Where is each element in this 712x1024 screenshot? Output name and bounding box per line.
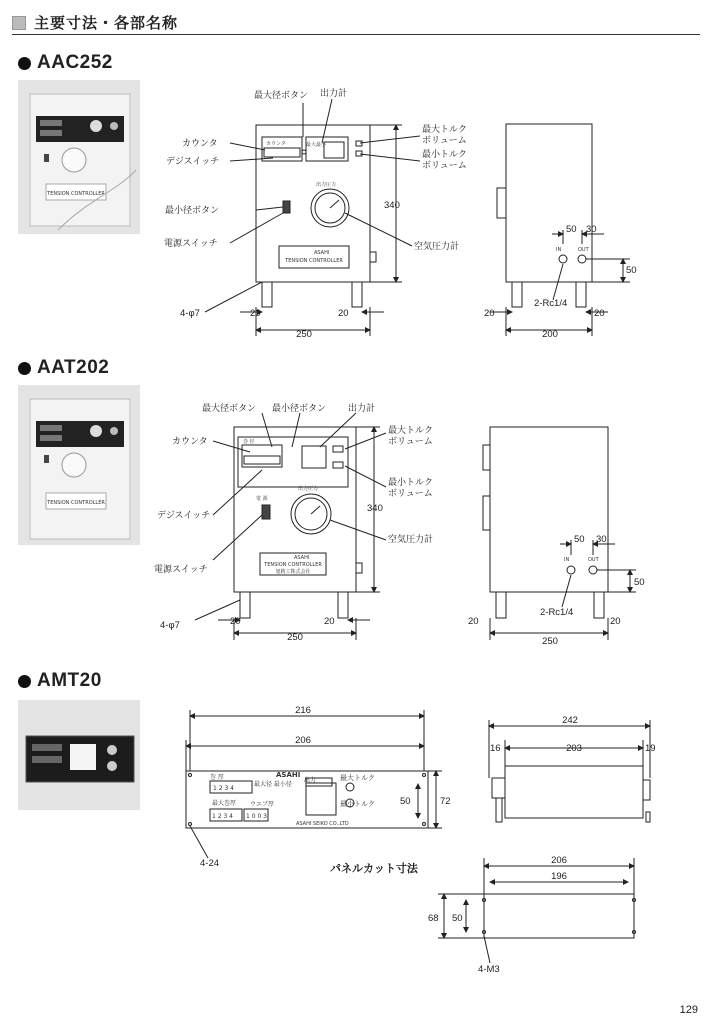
- label-max-diameter-button: 最大径ボタン: [254, 91, 309, 101]
- label-air-pressure-gauge: 空気圧力計: [414, 242, 460, 252]
- dim-port-offset: 50: [566, 224, 577, 235]
- label-digi-switch: デジスイッチ: [157, 511, 211, 521]
- dim-holes: 4-φ7: [160, 620, 180, 631]
- label-power-switch: 電源スイッチ: [154, 565, 208, 575]
- dim-holes: 4-φ7: [180, 308, 200, 319]
- panel-text-max-winding: 最大巻厚: [212, 800, 237, 807]
- panel-text-subtitle: TENSION CONTROLLER: [285, 258, 343, 264]
- dim-outer-height: 72: [440, 796, 451, 807]
- dim-holes: 4-24: [200, 858, 220, 869]
- dim-foot-right: 20: [338, 308, 349, 319]
- dim-foot-left: 20: [250, 308, 261, 319]
- label-output-meter: 出力計: [348, 404, 376, 414]
- port-label-in: IN: [564, 557, 570, 563]
- panel-digits-3: 1 0 0 3: [246, 813, 267, 820]
- dim-side-rear: 19: [645, 743, 656, 754]
- panel-text-counter: 巻 径: [243, 439, 255, 445]
- label-counter: カウンタ: [182, 139, 218, 149]
- model-name: AMT20: [37, 670, 102, 691]
- panel-text-brand: ASAHI: [314, 250, 330, 256]
- model-name: AAC252: [37, 52, 113, 73]
- label-max-torque-volume: 最大トルクボリューム: [388, 426, 433, 447]
- panel-text-power: 電 源: [256, 496, 268, 502]
- label-power-switch: 電源スイッチ: [164, 239, 218, 249]
- label-air-pressure-gauge: 空気圧力計: [388, 535, 434, 545]
- dim-height: 340: [367, 503, 383, 514]
- dim-port-offset: 50: [574, 534, 585, 545]
- panel-text-web-thickness: ウエブ厚: [250, 801, 275, 808]
- dim-cut-width: 206: [551, 855, 567, 866]
- panel-text-output-pressure: 出力圧力: [298, 486, 319, 492]
- dim-hole-height: 50: [400, 796, 411, 807]
- panel-text-winding-thickness: 巻 厚: [210, 774, 224, 781]
- model-name: AAT202: [37, 357, 110, 378]
- dim-side-foot-left: 20: [468, 616, 479, 627]
- aat202-labels: [154, 402, 645, 647]
- dim-hole-pitch: 206: [295, 735, 311, 746]
- dim-port-pitch: 30: [596, 534, 607, 545]
- dim-outer-width: 216: [295, 705, 311, 716]
- label-min-diameter-button: 最小径ボタン: [272, 404, 327, 414]
- panel-text-min-torque: 最小トルク: [340, 800, 375, 808]
- panel-text-counter: カウンタ: [266, 141, 286, 147]
- dim-side-foot-right: 20: [594, 308, 605, 319]
- page-title: 主要寸法・各部名称: [34, 14, 179, 32]
- panel-text-brand: ASAHI: [276, 771, 301, 779]
- dim-cut-holes: 4-M3: [478, 964, 500, 975]
- photo-caption: TENSION CONTROLLER: [47, 191, 105, 197]
- panel-text-company: ASAHI SEIKO CO.,LTD: [296, 821, 349, 827]
- label-counter: カウンタ: [172, 437, 208, 447]
- dim-foot-right: 20: [324, 616, 335, 627]
- dim-cut-hole-pitch: 196: [551, 871, 567, 882]
- panel-text-output: 出力: [304, 777, 317, 784]
- photo-caption: TENSION CONTROLLER: [47, 500, 105, 506]
- dim-side-body: 203: [566, 743, 582, 754]
- panel-digits-2: 1 2 3 4: [212, 813, 233, 820]
- label-min-torque-volume: 最小トルクボリューム: [422, 150, 467, 171]
- panel-cut-body: [484, 894, 634, 938]
- aac252-side-body: [506, 124, 592, 282]
- label-max-torque-volume: 最大トルクボリューム: [422, 125, 467, 146]
- panel-text-subtitle: TENSION CONTROLLER: [264, 562, 322, 568]
- dim-foot-left: 20: [230, 616, 241, 627]
- dim-side-foot-right: 20: [610, 616, 621, 627]
- label-min-torque-volume: 最小トルクボリューム: [388, 478, 433, 499]
- page-number: 129: [679, 1004, 698, 1016]
- label-digi-switch: デジスイッチ: [166, 157, 220, 167]
- panel-text-maker: 旭精工株式会社: [275, 569, 311, 575]
- port-label-out: OUT: [578, 247, 589, 253]
- label-output-meter: 出力計: [320, 89, 348, 99]
- dim-port-thread: 2-Rc1/4: [540, 607, 574, 618]
- label-min-diameter-button: 最小径ボタン: [165, 206, 220, 216]
- panel-text-brand: ASAHI: [294, 555, 310, 561]
- dim-side-width: 242: [562, 715, 578, 726]
- port-label-in: IN: [556, 247, 562, 253]
- port-label-out: OUT: [588, 557, 599, 563]
- dim-side-width: 250: [542, 636, 558, 647]
- dim-width: 250: [296, 329, 312, 340]
- dim-port-thread: 2-Rc1/4: [534, 298, 568, 309]
- amt20-side-body: [505, 766, 643, 818]
- dim-side-width: 200: [542, 329, 558, 340]
- dim-port-height: 50: [626, 265, 637, 276]
- panel-text-max-min: 最大径 最小径: [254, 781, 292, 788]
- label-max-diameter-button: 最大径ボタン: [202, 404, 257, 414]
- dim-cut-hole-height: 50: [452, 913, 463, 924]
- dim-port-height: 50: [634, 577, 645, 588]
- panel-cut-title: パネルカット寸法: [330, 862, 418, 875]
- panel-text-maxmin: 最大最小: [306, 142, 327, 148]
- dim-port-pitch: 30: [586, 224, 597, 235]
- dim-cut-height: 68: [428, 913, 439, 924]
- panel-text-output-pressure: 出力圧力: [316, 182, 337, 188]
- dim-height: 340: [384, 200, 400, 211]
- dim-width: 250: [287, 632, 303, 643]
- panel-digits-1: 1 2 3 4: [213, 785, 234, 792]
- dim-side-foot-left: 20: [484, 308, 495, 319]
- dim-side-front: 16: [490, 743, 501, 754]
- panel-text-max-torque: 最大トルク: [340, 774, 375, 782]
